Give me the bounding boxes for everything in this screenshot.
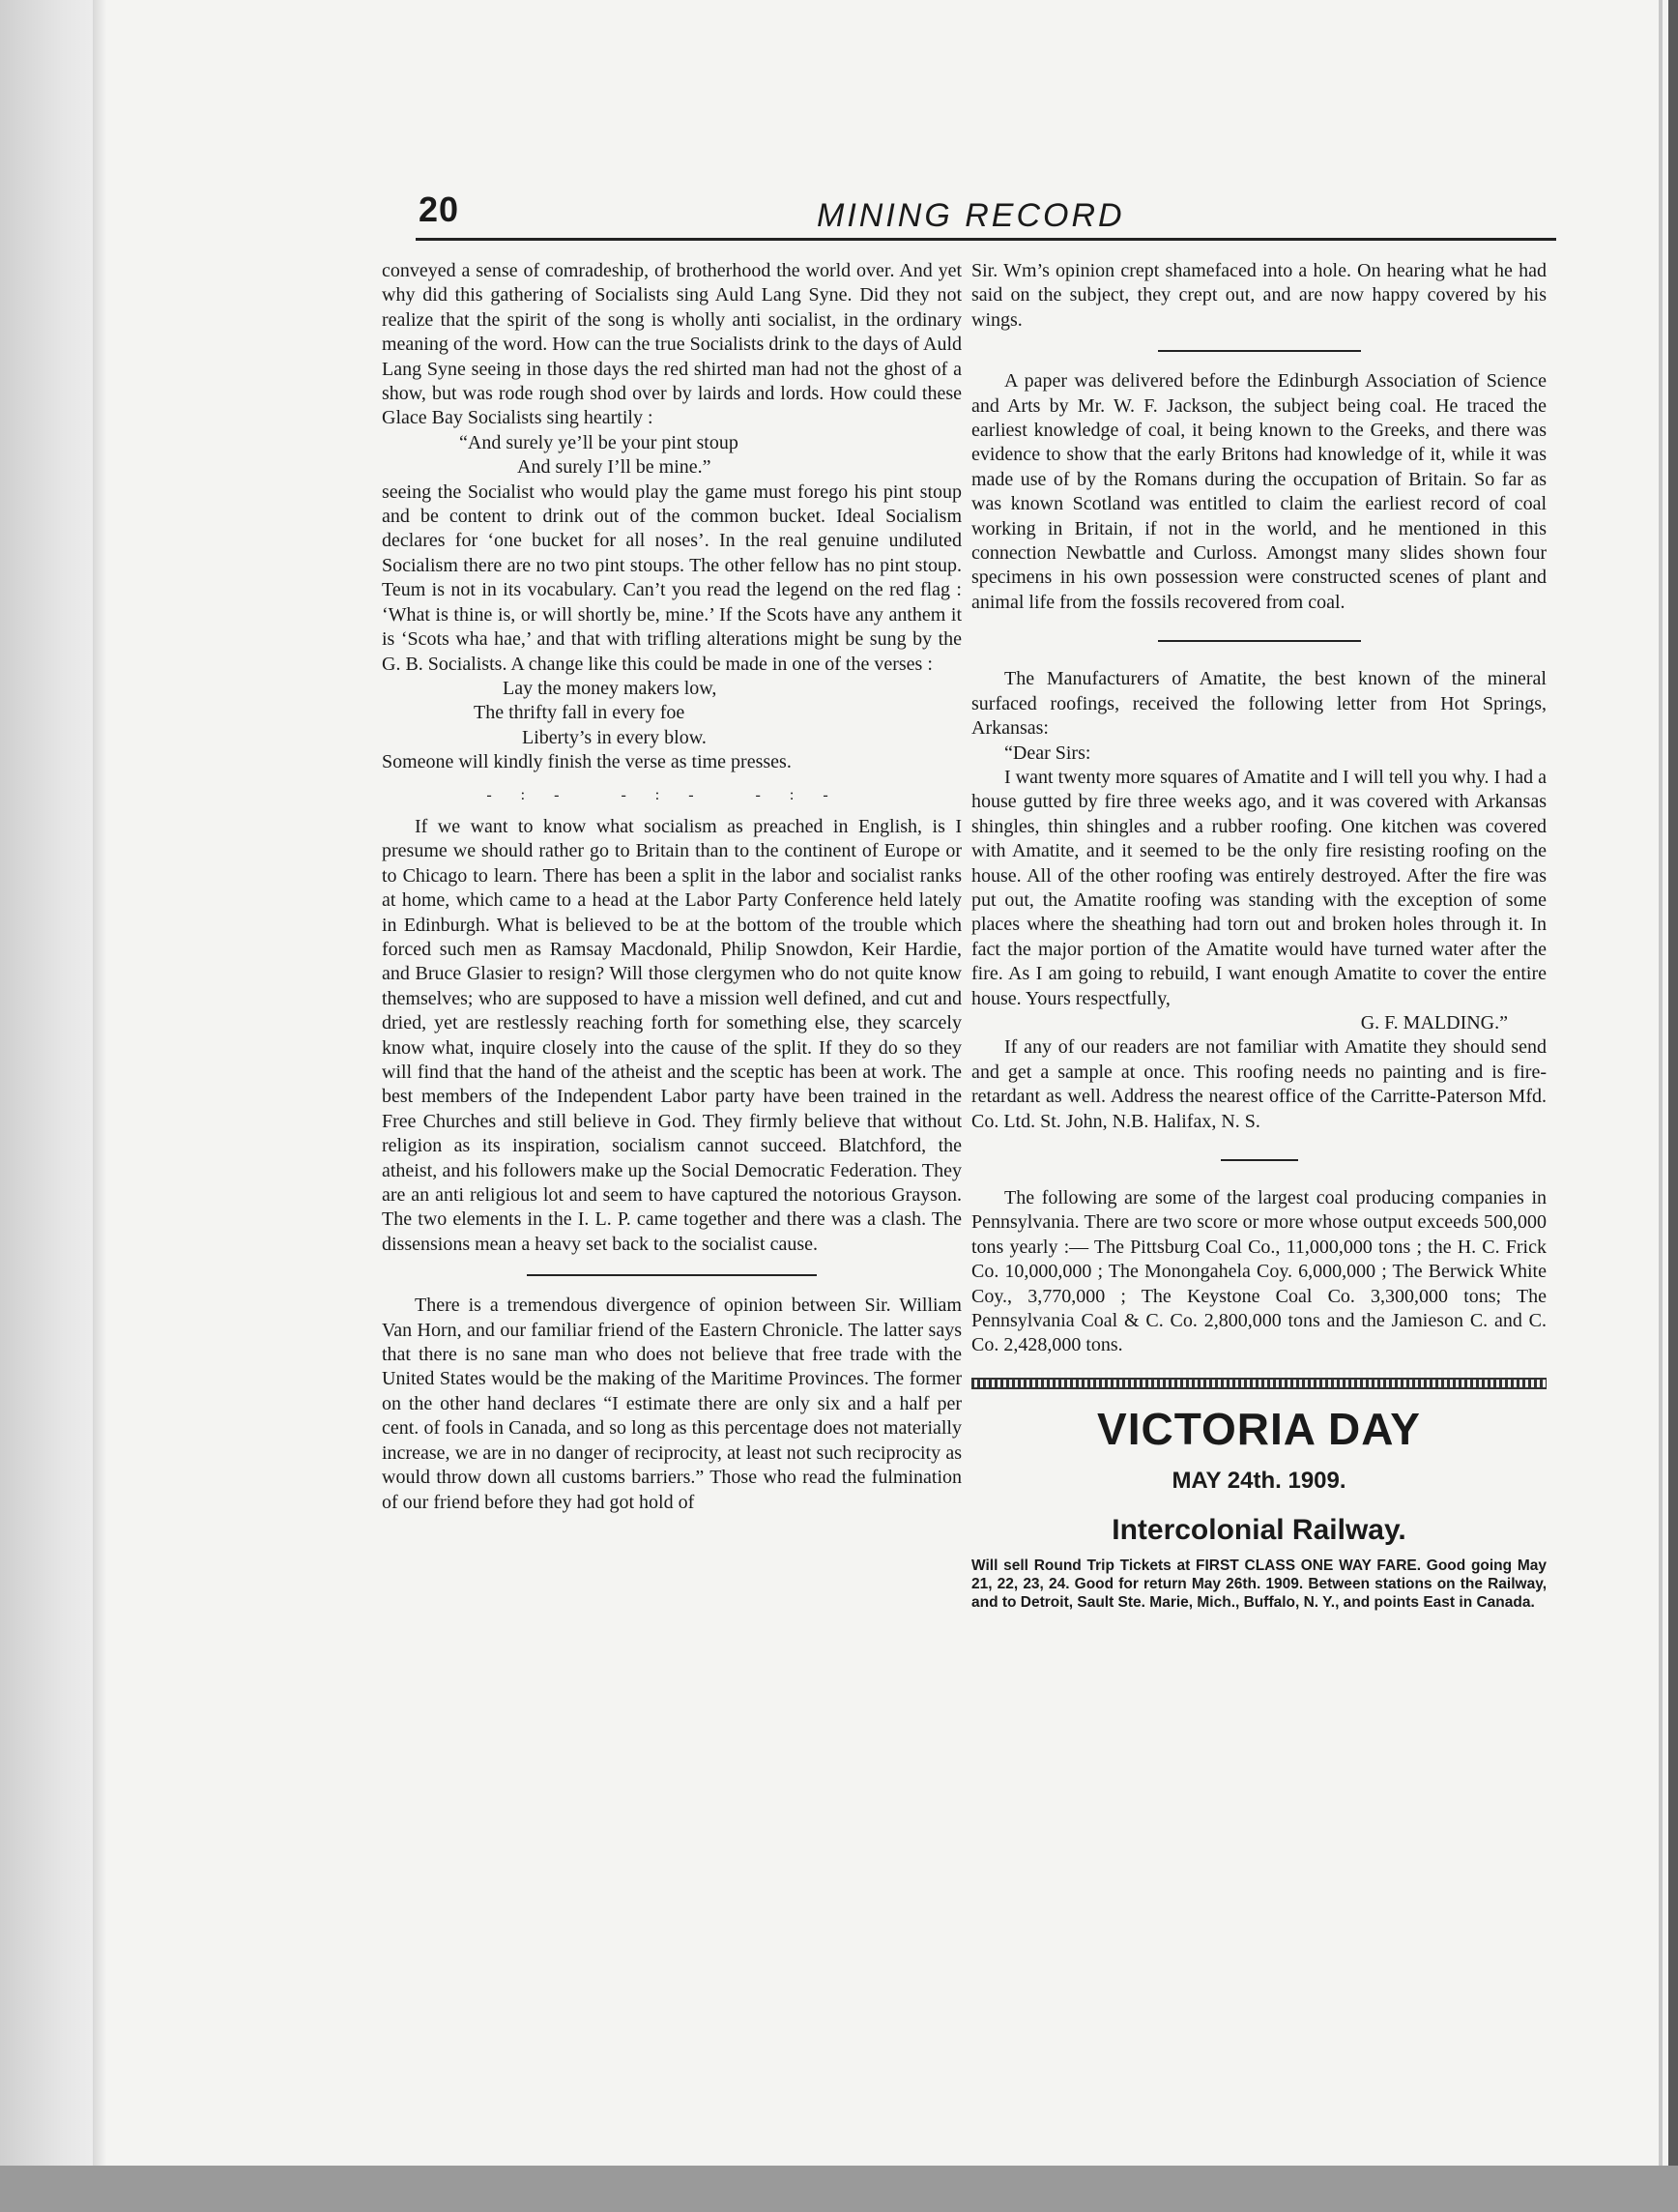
paragraph: conveyed a sense of comradeship, of brotherhood the world over. And yet why did this gathering of Socialists sing Auld Lang Syne. Did they not realize that the spirit of the song is wholly anti socialist, in the ordinary meaning of the word. How can the true Socialists drink to the days of Auld Lang Syne seeing in those days the red shirted man had not the ghost of a show, but was rode rough shod over by lairds and lords. How could these Glace Bay Socialists sing heartily : (382, 260, 962, 429)
section-rule (1221, 1159, 1298, 1161)
verse-line: And surely I’ll be mine.” (517, 456, 711, 479)
verse (382, 677, 962, 750)
left-column (382, 259, 962, 1515)
paragraph: The following are some of the largest coal producing companies in Pennsylvania. There are two score or more whose output exceeds 500,000 tons yearly :— The Pittsburg Coal Co., 11,000,000 tons ; the H. C. Frick Co. 10,000,000 ; The Monongahela Coy. 6,000,000 ; The Berwick White Coy., 3,770,000 ; The Keystone Coal Co. 3,300,000 tons; The Pennsylvania Coal & C. Co. 2,800,000 tons and the Jamieson C. and C. Co. 2,428,000 tons. (971, 1187, 1547, 1356)
paragraph: If we want to know what socialism as preached in English, is I presume we should rather go to Britain than to the continent of Europe or to Chicago to learn. There has been a split in the labor and socialist ranks at home, which came to a head at the Labor Party Conference held lately in Edinburgh. What is believed to be at the bottom of the trouble which forced such men as Ramsay Macdonald, Philip Snowdon, Keir Hardie, and Bruce Glasier to resign? Will those clergymen who do not quite know themselves; who are supposed to have a mission well defined, and cut and dried, yet are restlessly reaching forth for something else, they scarcely know what, inquire closely into the cause of the split. If they do so they will find that the hand of the atheist and the sceptic has been at work. The best members of the Independent Labor party have been trained in the Free Churches and still believe in God. They firmly believe that without religion as its inspiration, socialism cannot succeed. Blatchford, the atheist, and his followers make up the Social Democratic Federation. They are an anti religious lot and seem to have captured the notorious Grayson. The two elements in the I. L. P. came together and there was a clash. The dissensions mean a heavy set back to the socialist cause. (382, 815, 962, 1255)
ad-title: VICTORIA DAY (1097, 1403, 1421, 1454)
page-edge (1659, 0, 1663, 2175)
advertisement (971, 1403, 1547, 1612)
verse-line: Lay the money makers low, (503, 677, 717, 699)
paragraph: seeing the Socialist who would play the game must forego his pint stoup and be content to drink out of the common bucket. Ideal Socialism declares for ‘one bucket for all noses’. In the real genuine undiluted Socialism there are no two pint stoups. The other fellow has no pint stoup. Teum is not in its vocabulary. Can’t you read the legend on the red flag : ‘What is thine is, or will shortly be, mine.’ If the Scots have any anthem it is ‘Scots wha hae,’ and that with trifling alterations might be sung by the G. B. Socialists. A change like this could be made in one of the verses : (382, 480, 962, 675)
section-rule (1158, 640, 1361, 642)
verse-line: The thrifty fall in every foe (474, 702, 685, 724)
paragraph: Sir. Wm’s opinion crept shamefaced into a hole. On hearing what he had said on the subject, they crept out, and are now happy covered by his wings. (971, 260, 1547, 331)
right-column (971, 259, 1547, 1612)
running-title: MINING RECORD (817, 197, 1125, 234)
page-fold-shadow (93, 0, 106, 2175)
paragraph: If any of our readers are not familiar with Amatite they should send and get a sample at once. This roofing needs no painting and is fire-retardant as well. Address the nearest office of the Carritte-Paterson Mfd. Co. Ltd. St. John, N.B. Halifax, N. S. (971, 1036, 1547, 1132)
signature: G. F. MALDING.” (1360, 1011, 1508, 1033)
section-separator: -:- -:- -:- (486, 786, 857, 803)
page-header (304, 189, 1556, 246)
paragraph: I want twenty more squares of Amatite and I will tell you why. I had a house gutted by fire three weeks ago, and it was covered with Arkansas shingles, thin shingles and a rubber roofing. One kitchen was covered with Amatite, and it seemed to be the only fire resisting roofing on the house. All of the other roofing was entirely destroyed. After the fire was put out, the Amatite roofing was standing with the exception of some places where the sheathing had torn out and broken holes through it. In fact the major portion of the Amatite would have turned water after the fire. As I am going to rebuild, I want enough Amatite to cover the entire house. Yours respectfully, (971, 766, 1547, 1009)
paragraph: A paper was delivered before the Edinburgh Association of Science and Arts by Mr. W. F. Jackson, the subject being coal. He traced the earliest knowledge of coal, it being known to the Greeks, and there was evidence to show that the early Britons had knowledge of it, while it was made use of by the Romans during the occupation of Britain. So far as was known Scotland was entitled to claim the earliest record of coal working in Britain, if not in the world, and he mentioned in this connection Newbattle and Curloss. Amongst many slides shown four specimens in his own possession were constructed scenes of plant and animal life from the fossils recovered from coal. (971, 370, 1547, 613)
verse-line: “And surely ye’ll be your pint stoup (459, 431, 738, 453)
page-number: 20 (419, 189, 460, 229)
paragraph: There is a tremendous divergence of opinion between Sir. William Van Horn, and our familiar friend of the Eastern Chronicle. The latter says that there is no sane man who does not believe that free trade with the United States would be the making of the Maritime Provinces. The former on the other hand declares “I estimate there are only six and a half per cent. of fools in Canada, and so long as this percentage does not materially increase, we are in no danger of reciprocity, at least not such reciprocity as would throw down all customs barriers.” Those who read the fulmination of our friend before they had got hold of (382, 1295, 962, 1513)
ad-body: Will sell Round Trip Tickets at FIRST CLASS ONE WAY FARE. Good going May 21, 22, 23, 24. Good for return May 26th. 1909. Between stations on the Railway, and to Detroit, Sault Ste. Marie, Mich., Buffalo, N. Y., and points East in Canada. (971, 1557, 1547, 1611)
verse-line: Liberty’s in every blow. (522, 726, 707, 748)
decorative-wave-rule (971, 1378, 1547, 1389)
section-rule (1158, 350, 1361, 352)
section-rule (527, 1274, 817, 1276)
scan-edge-bottom (0, 2166, 1678, 2212)
ad-date: MAY 24th. 1909. (1172, 1467, 1346, 1494)
verse (382, 431, 962, 480)
paragraph: Someone will kindly finish the verse as time presses. (382, 751, 792, 773)
scan-edge-left (0, 0, 106, 2212)
salutation: “Dear Sirs: (1004, 742, 1091, 764)
scan-edge-right (1668, 0, 1678, 2212)
header-rule (416, 238, 1556, 241)
paragraph: The Manufacturers of Amatite, the best known of the mineral surfaced roofings, received the following letter from Hot Springs, Arkansas: (971, 668, 1547, 740)
ad-company: Intercolonial Railway. (1112, 1514, 1406, 1547)
